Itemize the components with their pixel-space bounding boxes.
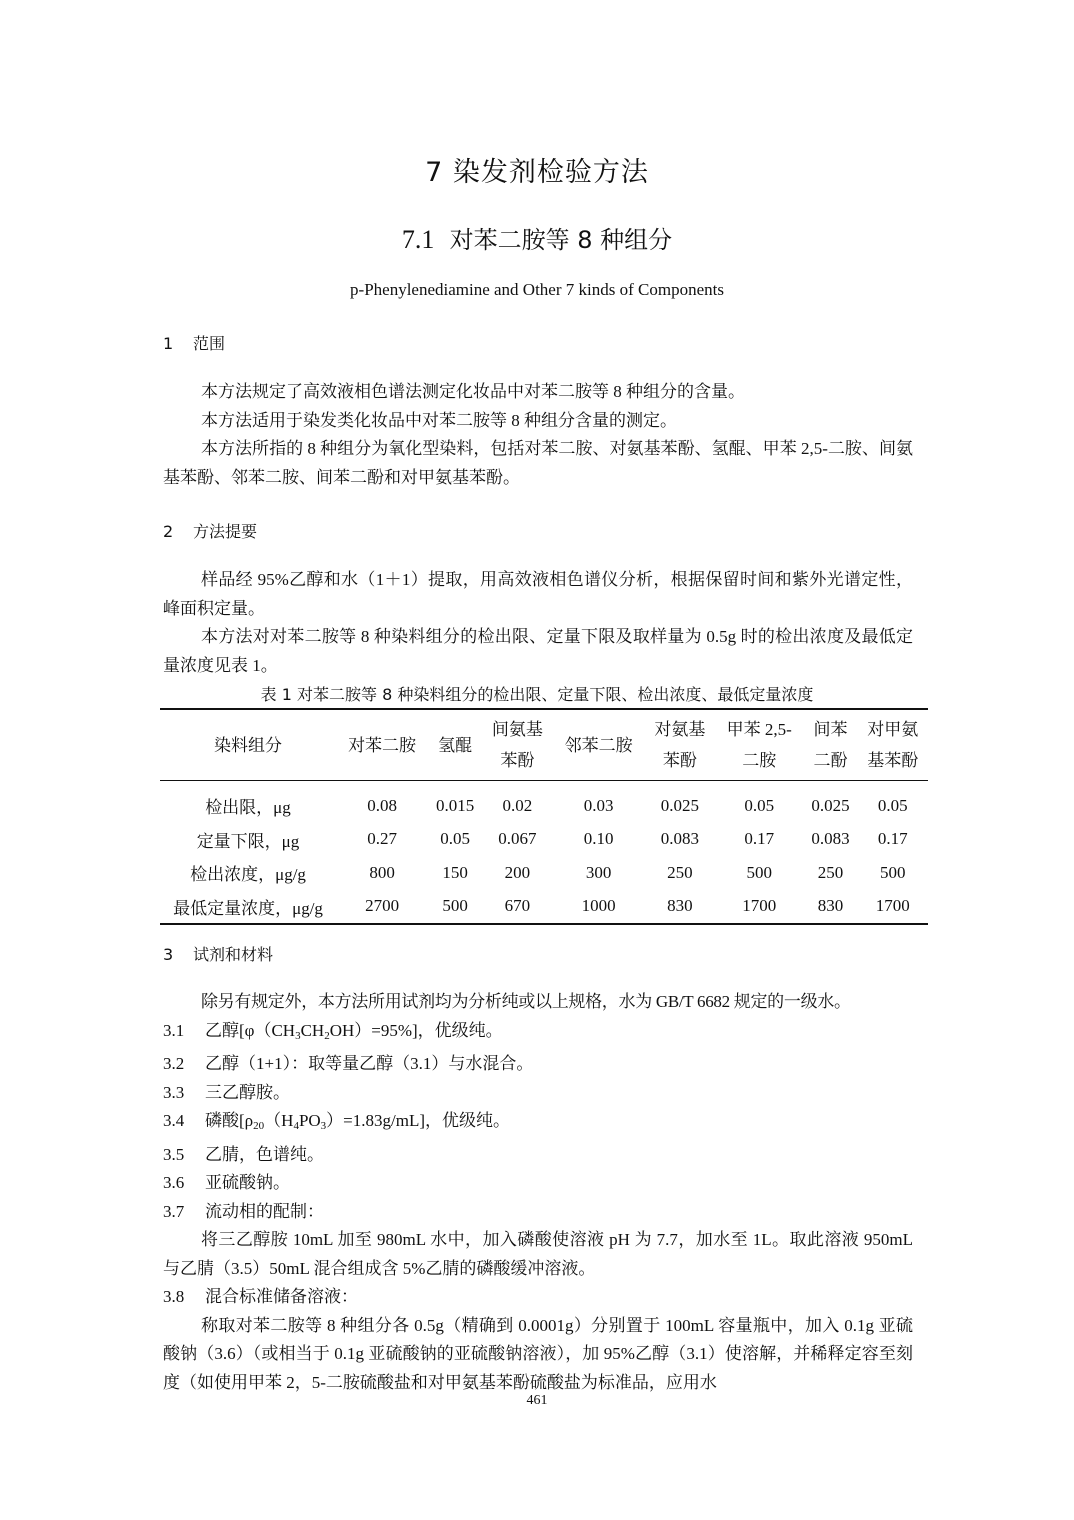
table-cell: 0.02 [502,795,533,815]
table-cell: 0.27 [367,829,397,849]
english-subtitle: p-Phenylenediamine and Other 7 kinds of Components [350,280,724,299]
table-cell: 150 [442,862,468,882]
column-header: 对苯二胺 [348,735,417,755]
heading-text: 方法提要 [193,522,258,541]
column-header: 甲苯 2,5- 二胺 [726,720,792,770]
table-cell: 0.015 [436,795,475,815]
row-label: 检出浓度，μg/g [190,865,306,885]
table-row [160,856,928,890]
table-cell: 0.05 [440,829,471,849]
table-cell: 800 [369,862,395,882]
table-cell: 0.05 [877,795,908,815]
table-cell: 0.03 [583,795,614,815]
detection-limit-table [160,708,928,925]
table-cell: 0.067 [498,829,537,849]
table-cell: 250 [817,862,844,882]
table-cell: 250 [667,862,693,882]
table-header-row [160,709,928,781]
table-cell: 0.17 [744,829,775,849]
table-cell: 1700 [742,896,777,916]
reagent-item: 3.2 乙醇（1+1）：取等量乙醇（3.1）与水混合。 [163,1054,534,1073]
heading-reagents [163,942,273,965]
heading-principle [163,519,257,542]
paragraph: 样品经 95%乙醇和水（1＋1）提取，用高效液相色谱仪分析，根据保留时间和紫外光谱定性，峰面积定量。 [163,570,913,618]
table-cell: 0.083 [660,829,699,849]
heading-scope [163,331,225,354]
table-cell: 300 [585,862,612,882]
column-header: 间氨基 苯酚 [491,720,543,770]
paragraph: 本方法对对苯二胺等 8 种染料组分的检出限、定量下限及取样量为 0.5g 时的检出浓度及最低定量浓度见表 1。 [163,627,913,675]
row-label: 最低定量浓度，μg/g [173,898,323,918]
table-cell: 1000 [581,896,616,916]
heading-number: 1 [163,334,174,353]
principle-body [163,566,913,680]
table-cell: 500 [746,862,773,882]
table-cell: 500 [880,862,906,882]
reagent-item: 3.6 亚硫酸钠。 [163,1173,290,1192]
table-cell: 0.025 [660,795,699,815]
table-cell: 1700 [875,896,910,916]
reagent-item: 3.8 混合标准储备溶液： [163,1287,358,1306]
reagent-item: 3.1 乙醇$[\varphi(CH_3CH_2OH)=95\%]$，优级纯。 [163,1020,503,1042]
table-cell: 0.083 [811,829,850,849]
column-header: 对甲氨 基苯酚 [867,720,919,770]
heading-text: 范围 [193,334,226,353]
column-header: 间苯 二酚 [813,720,848,770]
table-cell: 0.05 [744,795,775,815]
table-row [160,781,928,823]
paragraph: 本方法所指的 8 种组分为氧化型染料，包括对苯二胺、对氨基苯酚、氢醌、甲苯 2,5-二胺、间氨基苯酚、邻苯二胺、间苯二酚和对甲氨基苯酚。 [163,439,913,487]
heading-number: 3 [163,945,174,964]
reagent-item: 3.3 三乙醇胺。 [163,1082,290,1102]
section-number: 7.1 [401,225,435,254]
section-title-text: 对苯二胺等 8 种组分 [449,226,673,254]
heading-text: 试剂和材料 [193,945,274,964]
scope-body [163,378,913,492]
paragraph: 称取对苯二胺等 8 种组分各 0.5g（精确到 0.0001g）分别置于 100mL 容量瓶中，加入 0.1g 亚硫酸钠（3.6）（或相当于 0.1g 亚硫酸钠的亚硫酸钠溶液），加 95%乙醇（3.1）使溶解，并稀释定容至刻度（如使用甲苯 2，5-二胺硫酸盐和对甲氨基苯酚硫酸盐为标准品，应用水 [163,1315,913,1392]
row-label: 检出限，μg [205,798,291,818]
table-row [160,823,928,857]
table-cell: 0.08 [367,795,397,815]
section-title [0,220,1074,255]
reagent-item: 3.7 流动相的配制： [163,1201,324,1221]
table-row [160,890,928,925]
table-cell: 2700 [365,896,400,916]
chapter-title: 7 染发剂检验方法 [425,157,649,188]
row-label: 定量下限，μg [196,831,300,851]
paragraph: 将三乙醇胺 10mL 加至 980mL 水中，加入磷酸使溶液 pH 为 7.7，加水至 1L。取此溶液 950mL 与乙腈（3.5）50mL 混合组成含 5%乙腈的磷酸缓冲溶液。 [163,1230,913,1278]
table-cell: 200 [504,862,531,882]
column-header: 对氨基 苯酚 [654,720,706,770]
paragraph: 本方法适用于染发类化妆品中对苯二胺等 8 种组分含量的测定。 [201,410,677,430]
reagent-item: 3.4 磷酸$[\rho_{20}(H_4PO_3)=1.83g/mL]$，优级纯。 [163,1111,511,1132]
column-header: 邻苯二胺 [564,735,633,755]
paragraph: 除另有规定外，本方法所用试剂均为分析纯或以上规格，水为 GB/T 6682 规定的一级水。 [201,992,851,1011]
page-number: 461 [526,1393,548,1408]
table-cell: 0.10 [583,829,614,849]
table-cell: 670 [504,896,531,916]
reagents-body [163,988,913,1397]
reagent-item: 3.5 乙腈，色谱纯。 [163,1144,324,1164]
table-cell: 830 [667,896,693,916]
table-cell: 830 [817,896,844,916]
table-cell: 0.17 [877,829,908,849]
table-caption: 表 1 对苯二胺等 8 种染料组分的检出限、定量下限、检出浓度、最低定量浓度 [260,685,814,704]
table-cell: 0.025 [811,795,850,815]
table-cell: 500 [442,896,468,916]
column-header: 染料组分 [214,735,282,755]
heading-number: 2 [163,522,174,541]
paragraph: 本方法规定了高效液相色谱法测定化妆品中对苯二胺等 8 种组分的含量。 [201,382,745,401]
column-header: 氢醌 [438,735,473,755]
